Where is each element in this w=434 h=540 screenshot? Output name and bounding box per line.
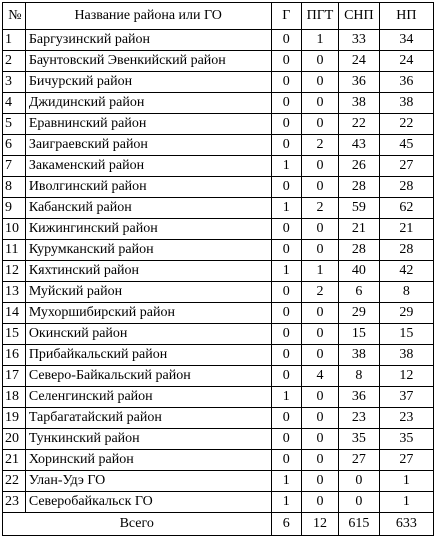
cell-np: 34 xyxy=(379,30,433,51)
table-row xyxy=(3,429,434,450)
cell-district-name: Тарбагатайский район xyxy=(25,408,271,429)
cell-snp: 36 xyxy=(338,72,379,93)
cell-np: 45 xyxy=(379,135,433,156)
table-row xyxy=(3,198,434,219)
cell-np: 38 xyxy=(379,93,433,114)
cell-np: 28 xyxy=(379,177,433,198)
cell-num: 3 xyxy=(3,72,26,93)
table-row xyxy=(3,492,434,513)
table-header-row xyxy=(3,3,434,30)
cell-pgt: 1 xyxy=(302,261,339,282)
cell-num: 12 xyxy=(3,261,26,282)
cell-num: 20 xyxy=(3,429,26,450)
cell-district-name: Курумканский район xyxy=(25,240,271,261)
cell-g: 0 xyxy=(271,345,302,366)
cell-np: 29 xyxy=(379,303,433,324)
cell-g: 1 xyxy=(271,198,302,219)
table-row xyxy=(3,450,434,471)
cell-snp: 35 xyxy=(338,429,379,450)
cell-num: 18 xyxy=(3,387,26,408)
header-pgt: ПГТ xyxy=(302,3,339,30)
cell-g: 1 xyxy=(271,471,302,492)
table-row xyxy=(3,93,434,114)
cell-district-name: Мухоршибирский район xyxy=(25,303,271,324)
cell-np: 28 xyxy=(379,240,433,261)
cell-snp: 8 xyxy=(338,366,379,387)
cell-pgt: 4 xyxy=(302,366,339,387)
table-row xyxy=(3,177,434,198)
cell-g: 1 xyxy=(271,387,302,408)
cell-np: 62 xyxy=(379,198,433,219)
cell-num: 4 xyxy=(3,93,26,114)
cell-snp: 59 xyxy=(338,198,379,219)
cell-pgt: 0 xyxy=(302,408,339,429)
cell-pgt: 0 xyxy=(302,177,339,198)
cell-snp: 36 xyxy=(338,387,379,408)
cell-g: 0 xyxy=(271,114,302,135)
table-row xyxy=(3,345,434,366)
cell-g: 0 xyxy=(271,408,302,429)
cell-num: 13 xyxy=(3,282,26,303)
cell-g: 0 xyxy=(271,450,302,471)
cell-snp: 6 xyxy=(338,282,379,303)
cell-g: 0 xyxy=(271,303,302,324)
cell-pgt: 0 xyxy=(302,93,339,114)
cell-pgt: 2 xyxy=(302,282,339,303)
cell-snp: 38 xyxy=(338,93,379,114)
cell-pgt: 0 xyxy=(302,471,339,492)
cell-np: 12 xyxy=(379,366,433,387)
table-row xyxy=(3,408,434,429)
cell-snp: 33 xyxy=(338,30,379,51)
cell-snp: 0 xyxy=(338,471,379,492)
cell-district-name: Баргузинский район xyxy=(25,30,271,51)
cell-snp: 26 xyxy=(338,156,379,177)
cell-district-name: Муйский район xyxy=(25,282,271,303)
cell-g: 0 xyxy=(271,282,302,303)
table-row xyxy=(3,51,434,72)
header-np: НП xyxy=(379,3,433,30)
cell-g: 1 xyxy=(271,492,302,513)
cell-g: 0 xyxy=(271,93,302,114)
cell-district-name: Селенгинский район xyxy=(25,387,271,408)
table-row xyxy=(3,324,434,345)
cell-np: 15 xyxy=(379,324,433,345)
cell-num: 15 xyxy=(3,324,26,345)
header-g: Г xyxy=(271,3,302,30)
table-row xyxy=(3,282,434,303)
cell-np: 23 xyxy=(379,408,433,429)
cell-g: 0 xyxy=(271,51,302,72)
cell-snp: 27 xyxy=(338,450,379,471)
cell-district-name: Кабанский район xyxy=(25,198,271,219)
cell-g: 0 xyxy=(271,240,302,261)
total-pgt: 12 xyxy=(302,513,339,536)
cell-pgt: 0 xyxy=(302,72,339,93)
total-g: 6 xyxy=(271,513,302,536)
cell-g: 0 xyxy=(271,135,302,156)
cell-district-name: Хоринский район xyxy=(25,450,271,471)
table-row xyxy=(3,72,434,93)
cell-num: 10 xyxy=(3,219,26,240)
districts-table-container xyxy=(2,2,434,536)
cell-district-name: Северо-Байкальский район xyxy=(25,366,271,387)
cell-district-name: Прибайкальский район xyxy=(25,345,271,366)
cell-pgt: 0 xyxy=(302,429,339,450)
cell-district-name: Окинский район xyxy=(25,324,271,345)
cell-district-name: Кижингинский район xyxy=(25,219,271,240)
cell-pgt: 0 xyxy=(302,492,339,513)
cell-num: 1 xyxy=(3,30,26,51)
table-row xyxy=(3,471,434,492)
cell-num: 7 xyxy=(3,156,26,177)
cell-snp: 38 xyxy=(338,345,379,366)
table-row xyxy=(3,30,434,51)
cell-snp: 28 xyxy=(338,177,379,198)
cell-district-name: Тункинский район xyxy=(25,429,271,450)
cell-snp: 40 xyxy=(338,261,379,282)
cell-snp: 15 xyxy=(338,324,379,345)
cell-num: 23 xyxy=(3,492,26,513)
cell-np: 22 xyxy=(379,114,433,135)
cell-district-name: Джидинский район xyxy=(25,93,271,114)
table-row xyxy=(3,219,434,240)
total-row xyxy=(3,513,434,536)
cell-num: 6 xyxy=(3,135,26,156)
cell-num: 5 xyxy=(3,114,26,135)
cell-g: 0 xyxy=(271,30,302,51)
cell-pgt: 0 xyxy=(302,303,339,324)
cell-district-name: Заиграевский район xyxy=(25,135,271,156)
cell-snp: 28 xyxy=(338,240,379,261)
cell-snp: 29 xyxy=(338,303,379,324)
header-name: Название района или ГО xyxy=(25,3,271,30)
cell-g: 0 xyxy=(271,429,302,450)
cell-num: 9 xyxy=(3,198,26,219)
cell-np: 27 xyxy=(379,156,433,177)
cell-pgt: 0 xyxy=(302,114,339,135)
cell-np: 35 xyxy=(379,429,433,450)
cell-g: 0 xyxy=(271,177,302,198)
cell-pgt: 0 xyxy=(302,219,339,240)
header-num: № xyxy=(3,3,26,30)
cell-snp: 43 xyxy=(338,135,379,156)
cell-num: 17 xyxy=(3,366,26,387)
cell-np: 21 xyxy=(379,219,433,240)
table-row xyxy=(3,303,434,324)
cell-g: 1 xyxy=(271,261,302,282)
table-row xyxy=(3,261,434,282)
cell-pgt: 1 xyxy=(302,30,339,51)
table-row xyxy=(3,240,434,261)
cell-snp: 22 xyxy=(338,114,379,135)
cell-pgt: 0 xyxy=(302,450,339,471)
cell-num: 11 xyxy=(3,240,26,261)
table-row xyxy=(3,156,434,177)
cell-district-name: Закаменский район xyxy=(25,156,271,177)
cell-district-name: Северобайкальск ГО xyxy=(25,492,271,513)
cell-pgt: 0 xyxy=(302,240,339,261)
cell-g: 1 xyxy=(271,156,302,177)
total-label: Всего xyxy=(3,513,272,536)
total-snp: 615 xyxy=(338,513,379,536)
cell-np: 1 xyxy=(379,492,433,513)
cell-district-name: Кяхтинский район xyxy=(25,261,271,282)
cell-pgt: 0 xyxy=(302,156,339,177)
cell-np: 42 xyxy=(379,261,433,282)
cell-np: 36 xyxy=(379,72,433,93)
cell-num: 8 xyxy=(3,177,26,198)
cell-num: 16 xyxy=(3,345,26,366)
cell-snp: 23 xyxy=(338,408,379,429)
districts-table xyxy=(2,2,434,536)
table-body xyxy=(3,30,434,513)
cell-district-name: Бичурский район xyxy=(25,72,271,93)
cell-np: 24 xyxy=(379,51,433,72)
cell-pgt: 2 xyxy=(302,198,339,219)
cell-district-name: Баунтовский Эвенкийский район xyxy=(25,51,271,72)
cell-district-name: Улан-Удэ ГО xyxy=(25,471,271,492)
cell-g: 0 xyxy=(271,72,302,93)
cell-num: 19 xyxy=(3,408,26,429)
table-row xyxy=(3,135,434,156)
cell-np: 38 xyxy=(379,345,433,366)
cell-g: 0 xyxy=(271,324,302,345)
table-row xyxy=(3,387,434,408)
cell-g: 0 xyxy=(271,366,302,387)
cell-g: 0 xyxy=(271,219,302,240)
cell-num: 2 xyxy=(3,51,26,72)
cell-np: 8 xyxy=(379,282,433,303)
cell-np: 27 xyxy=(379,450,433,471)
cell-pgt: 0 xyxy=(302,345,339,366)
header-snp: СНП xyxy=(338,3,379,30)
cell-pgt: 2 xyxy=(302,135,339,156)
cell-num: 21 xyxy=(3,450,26,471)
cell-snp: 21 xyxy=(338,219,379,240)
cell-district-name: Иволгинский район xyxy=(25,177,271,198)
cell-np: 37 xyxy=(379,387,433,408)
table-row xyxy=(3,114,434,135)
cell-pgt: 0 xyxy=(302,387,339,408)
cell-snp: 0 xyxy=(338,492,379,513)
cell-pgt: 0 xyxy=(302,51,339,72)
cell-np: 1 xyxy=(379,471,433,492)
cell-num: 14 xyxy=(3,303,26,324)
cell-snp: 24 xyxy=(338,51,379,72)
cell-district-name: Еравнинский район xyxy=(25,114,271,135)
cell-pgt: 0 xyxy=(302,324,339,345)
total-np: 633 xyxy=(379,513,433,536)
cell-num: 22 xyxy=(3,471,26,492)
table-row xyxy=(3,366,434,387)
